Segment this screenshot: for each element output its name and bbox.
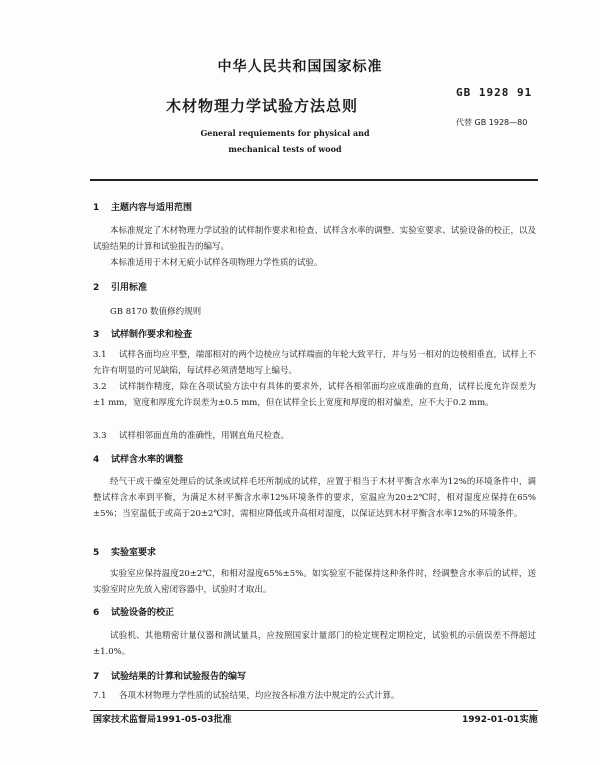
section-title: 引用标准 (111, 283, 148, 293)
section-number: 3 (93, 330, 100, 340)
section-title: 试样制作要求和检查 (111, 330, 193, 340)
section-4-paragraph: 经气干或干燥室处理后的试条或试样毛坯所制成的试样，应置于相当于木材平衡含水率为12%的环境条件中，调整试样含水率到平衡，为满足木材平衡含水率12%环境条件的要求，室温应为20±2℃时，相对湿度应保持在65%±5%；当室温低于或高于20±2℃时，需相应降低或升高相对湿度，以保证达到木材平衡含水率12%的环境条件。 (93, 477, 536, 519)
section-number: 6 (93, 608, 100, 618)
clause-text: 试样各面均应平整，端部相对的两个边棱应与试样端面的年轮大致平行，并与另一相对的边棱相垂直，试样上不允许有明显的可见缺陷，每试样必须清楚地写上编号。 (93, 350, 536, 376)
section-2-heading (93, 280, 147, 293)
footer-divider (90, 710, 538, 711)
section-title: 试验设备的校正 (111, 608, 175, 618)
clause-text: 试样相邻面直角的准确性，用钢直角尺检查。 (119, 431, 290, 441)
section-4-heading (93, 452, 183, 465)
document-title: 木材物理力学试验方法总则 (166, 97, 359, 115)
approval-date: 国家技术监督局1991-05-03批准 (93, 715, 232, 725)
section-number: 5 (93, 548, 100, 558)
clause-number: 3.3 (93, 431, 107, 441)
header-divider (90, 179, 538, 181)
clause-number: 3.2 (93, 382, 107, 392)
clause-number: 7.1 (93, 691, 107, 701)
normative-reference: GB 8170 数值修约规则 (110, 307, 202, 317)
section-1-heading (93, 200, 192, 213)
section-number: 1 (93, 203, 100, 213)
section-1-paragraph-2: 本标准适用于木材无疵小试样各项物理力学性质的试验。 (110, 258, 323, 268)
section-6-paragraph: 试验机、其他精密计量仪器和测试量具，应按照国家计量部门的检定规程定期检定，试验机的示值误差不得超过±1.0%。 (93, 631, 536, 657)
standard-org-title: 中华人民共和国国家标准 (217, 59, 383, 75)
clause-3-2 (93, 379, 536, 411)
section-3-heading (93, 327, 192, 340)
section-title: 试样含水率的调整 (111, 455, 184, 465)
english-title-line1: General requiements for physical and (200, 128, 370, 138)
section-title: 实验室要求 (111, 548, 157, 558)
clause-3-3 (93, 428, 536, 444)
section-5-heading (93, 545, 156, 558)
section-title: 主题内容与适用范围 (111, 203, 193, 213)
english-title-line2: mechanical tests of wood (228, 144, 342, 154)
clause-7-1 (93, 688, 536, 704)
effective-date: 1992-01-01实施 (462, 715, 538, 725)
clause-text: 试样制作精度，除在各项试验方法中有具体的要求外，试样各相邻面均应成准确的直角，试样长度允许误差为±1 mm，宽度和厚度允许误差为±0.5 mm，但在试样全长上宽度和厚度的相对偏差，应不大于0.2 mm。 (93, 382, 536, 408)
clause-text: 各项木材物理力学性质的试验结果，均应按各标准方法中规定的公式计算。 (119, 691, 400, 701)
section-number: 2 (93, 283, 100, 293)
replaces-standard: 代替 GB 1928—80 (456, 118, 528, 127)
section-5-paragraph: 实验室应保持温度20±2℃，和相对湿度65%±5%。如实验室不能保持这种条件时，经调整含水率后的试样，送实验室时应先放入密闭容器中，试验时才取出。 (93, 569, 536, 595)
section-7-heading (93, 669, 246, 682)
standard-code: GB 1928 91 (456, 86, 533, 99)
section-1-paragraph-1: 本标准规定了木材物理力学试验的试样制作要求和检查、试样含水率的调整、实验室要求、试验设备的校正，以及试验结果的计算和试验报告的编写。 (93, 226, 536, 252)
section-6-heading (93, 605, 174, 618)
section-number: 4 (93, 455, 100, 465)
clause-number: 3.1 (93, 350, 107, 360)
section-title: 试验结果的计算和试验报告的编写 (111, 672, 247, 682)
section-number: 7 (93, 672, 100, 682)
clause-3-1 (93, 347, 536, 379)
